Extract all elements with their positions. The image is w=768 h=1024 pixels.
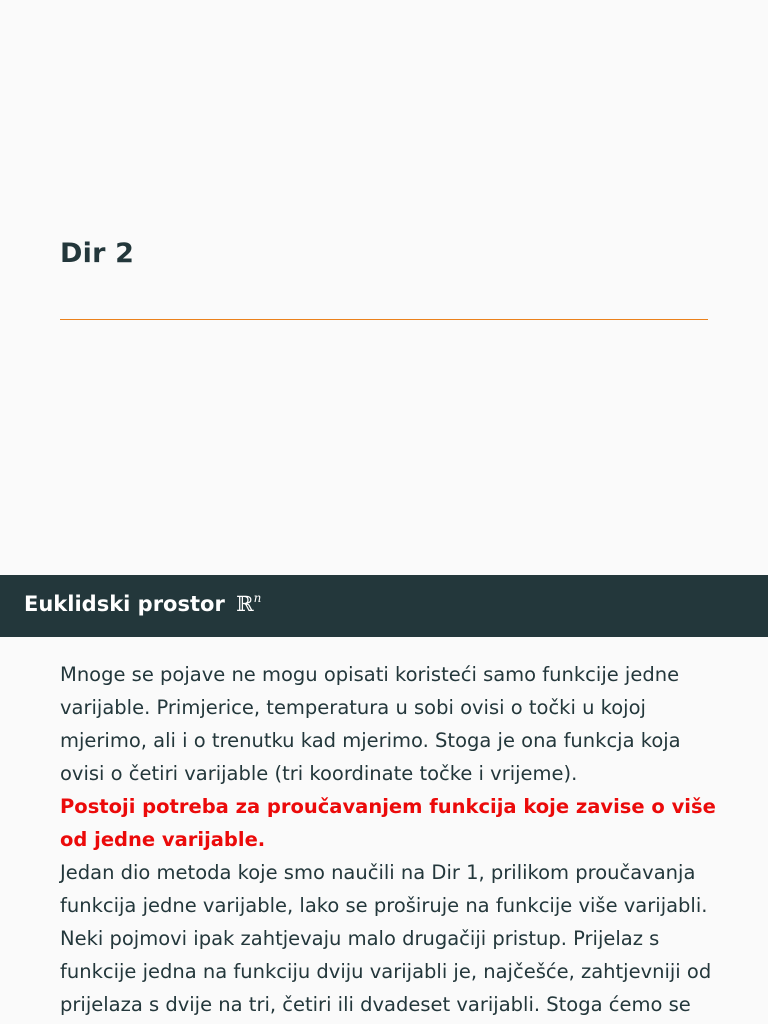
real-n-symbol [236,592,261,616]
paragraph-line: prijelaza s dvije na tri, četiri ili dvadeset varijabli. Stoga ćemo se [60,993,691,1016]
alert-line: od jedne varijable. [60,828,266,851]
paragraph-line: ovisi o četiri varijable (tri koordinate točke i vrijeme). [60,762,578,785]
paragraph-line: Jedan dio metoda koje smo naučili na Dir 1, prilikom proučavanja [60,861,696,884]
math-superscript: n [253,591,262,605]
frame-title [24,591,261,616]
frame-title-text: Euklidski prostor [24,592,225,616]
paragraph-line: funkcije jedna na funkciju dviju varijabli je, najčešće, zahtjevniji od [60,960,712,983]
paragraph-line: varijable. Primjerice, temperatura u sobi ovisi o točki u kojoj [60,696,646,719]
body-text [60,658,716,1021]
paragraph-line: funkcija jedne varijable, lako se proširuje na funkcije više varijabli. [60,894,708,917]
math-symbol: ℝ [236,592,254,616]
alert-line: Postoji potreba za proučavanjem funkcija koje zavise o više [60,795,716,818]
title-divider [60,319,708,320]
paragraph-line: mjerimo, ali i o trenutku kad mjerimo. Stoga je ona funkcja koja [60,729,681,752]
paragraph-line: Mnoge se pojave ne mogu opisati koristeći samo funkcije jedne [60,663,680,686]
page-title: Dir 2 [60,238,135,269]
paragraph-line: Neki pojmovi ipak zahtjevaju malo drugačiji pristup. Prijelaz s [60,927,660,950]
